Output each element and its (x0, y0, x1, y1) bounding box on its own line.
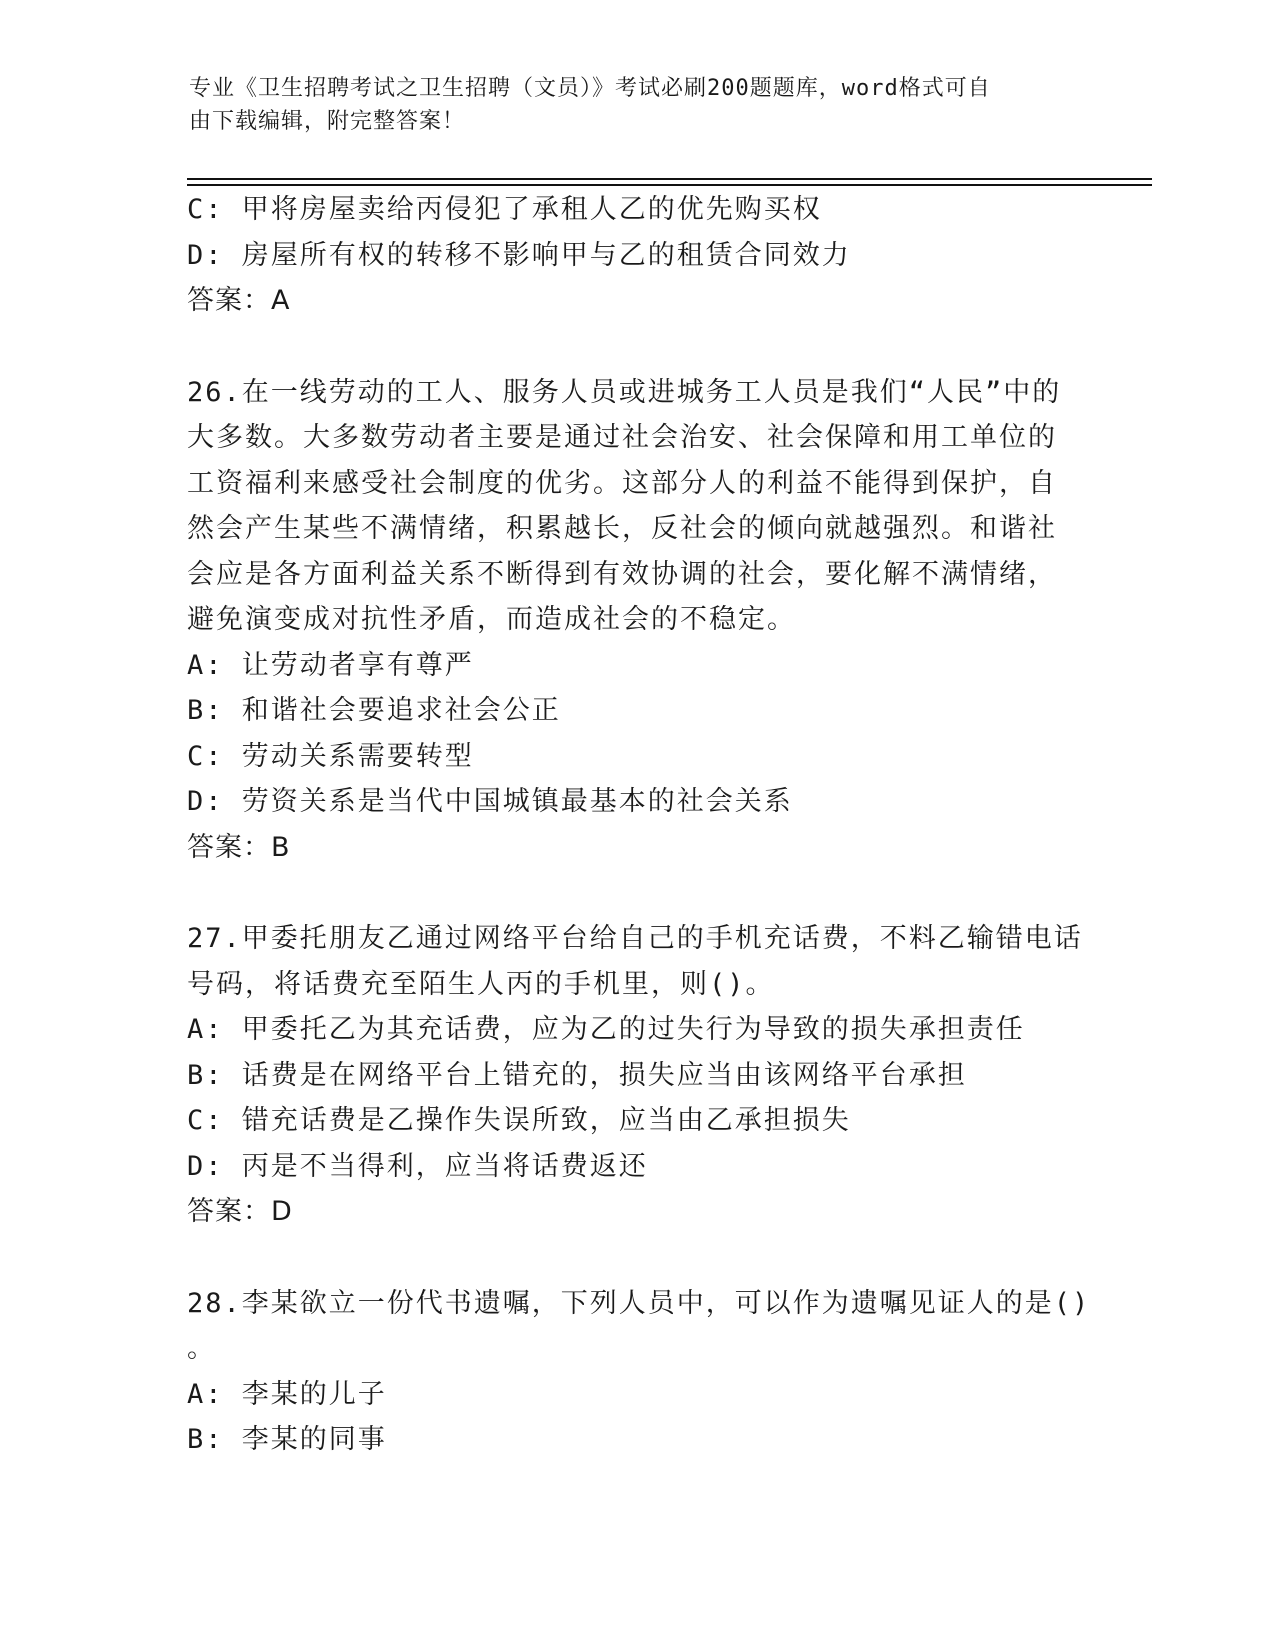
answer-line: 答案：A (187, 285, 291, 316)
option-line: B: 李某的同事 (187, 1424, 387, 1455)
option-line: A: 李某的儿子 (187, 1378, 387, 1410)
question-text-line: 会应是各方面利益关系不断得到有效协调的社会，要化解不满情绪， (187, 558, 1057, 590)
question-block (187, 1281, 1091, 1463)
option-line: B: 和谐社会要追求社会公正 (187, 695, 561, 726)
question-block (187, 916, 1087, 1235)
header-rule-top (187, 178, 1152, 180)
question-text-line: 号码，将话费充至陌生人丙的手机里，则()。 (187, 968, 775, 1000)
question-text-line: 。 (187, 1333, 216, 1364)
document-header (189, 72, 1089, 138)
option-line: C: 甲将房屋卖给丙侵犯了承租人乙的优先购买权 (187, 194, 822, 225)
question-block (187, 187, 1087, 324)
option-line: D: 丙是不当得利，应当将话费返还 (187, 1150, 648, 1182)
header-rule-bottom (187, 184, 1152, 186)
option-line: A: 让劳动者享有尊严 (187, 649, 474, 681)
question-text-line: 然会产生某些不满情绪，积累越长，反社会的倾向就越强烈。和谐社 (187, 513, 1057, 544)
option-line: C: 劳动关系需要转型 (187, 740, 474, 772)
option-line: D: 劳资关系是当代中国城镇最基本的社会关系 (187, 786, 793, 817)
header-line-2: 由下载编辑，附完整答案！ (189, 109, 466, 134)
question-list (187, 187, 1091, 1463)
question-text-line: 26.在一线劳动的工人、服务人员或进城务工人员是我们“人民”中的 (187, 376, 1062, 408)
block-spacer (187, 870, 1087, 916)
block-spacer (187, 324, 1087, 370)
block-spacer (187, 1235, 1087, 1281)
question-text-line: 28.李某欲立一份代书遗嘱，下列人员中，可以作为遗嘱见证人的是() (187, 1287, 1091, 1319)
question-text-line: 避免演变成对抗性矛盾，而造成社会的不稳定。 (187, 604, 796, 635)
option-line: D: 房屋所有权的转移不影响甲与乙的租赁合同效力 (187, 239, 851, 271)
answer-line: 答案：B (187, 831, 291, 863)
question-text-line: 27.甲委托朋友乙通过网络平台给自己的手机充话费，不料乙输错电话 (187, 923, 1083, 954)
option-line: B: 话费是在网络平台上错充的，损失应当由该网络平台承担 (187, 1059, 967, 1091)
option-line: A: 甲委托乙为其充话费，应为乙的过失行为导致的损失承担责任 (187, 1014, 1025, 1045)
header-line-1: 专业《卫生招聘考试之卫生招聘（文员）》考试必刷200题题库，word格式可自 (189, 76, 991, 101)
answer-line: 答案：D (187, 1196, 293, 1227)
question-text-line: 大多数。大多数劳动者主要是通过社会治安、社会保障和用工单位的 (187, 422, 1057, 453)
question-text-line: 工资福利来感受社会制度的优劣。这部分人的利益不能得到保护，自 (187, 467, 1057, 499)
question-block (187, 370, 1087, 871)
option-line: C: 错充话费是乙操作失误所致，应当由乙承担损失 (187, 1105, 851, 1136)
